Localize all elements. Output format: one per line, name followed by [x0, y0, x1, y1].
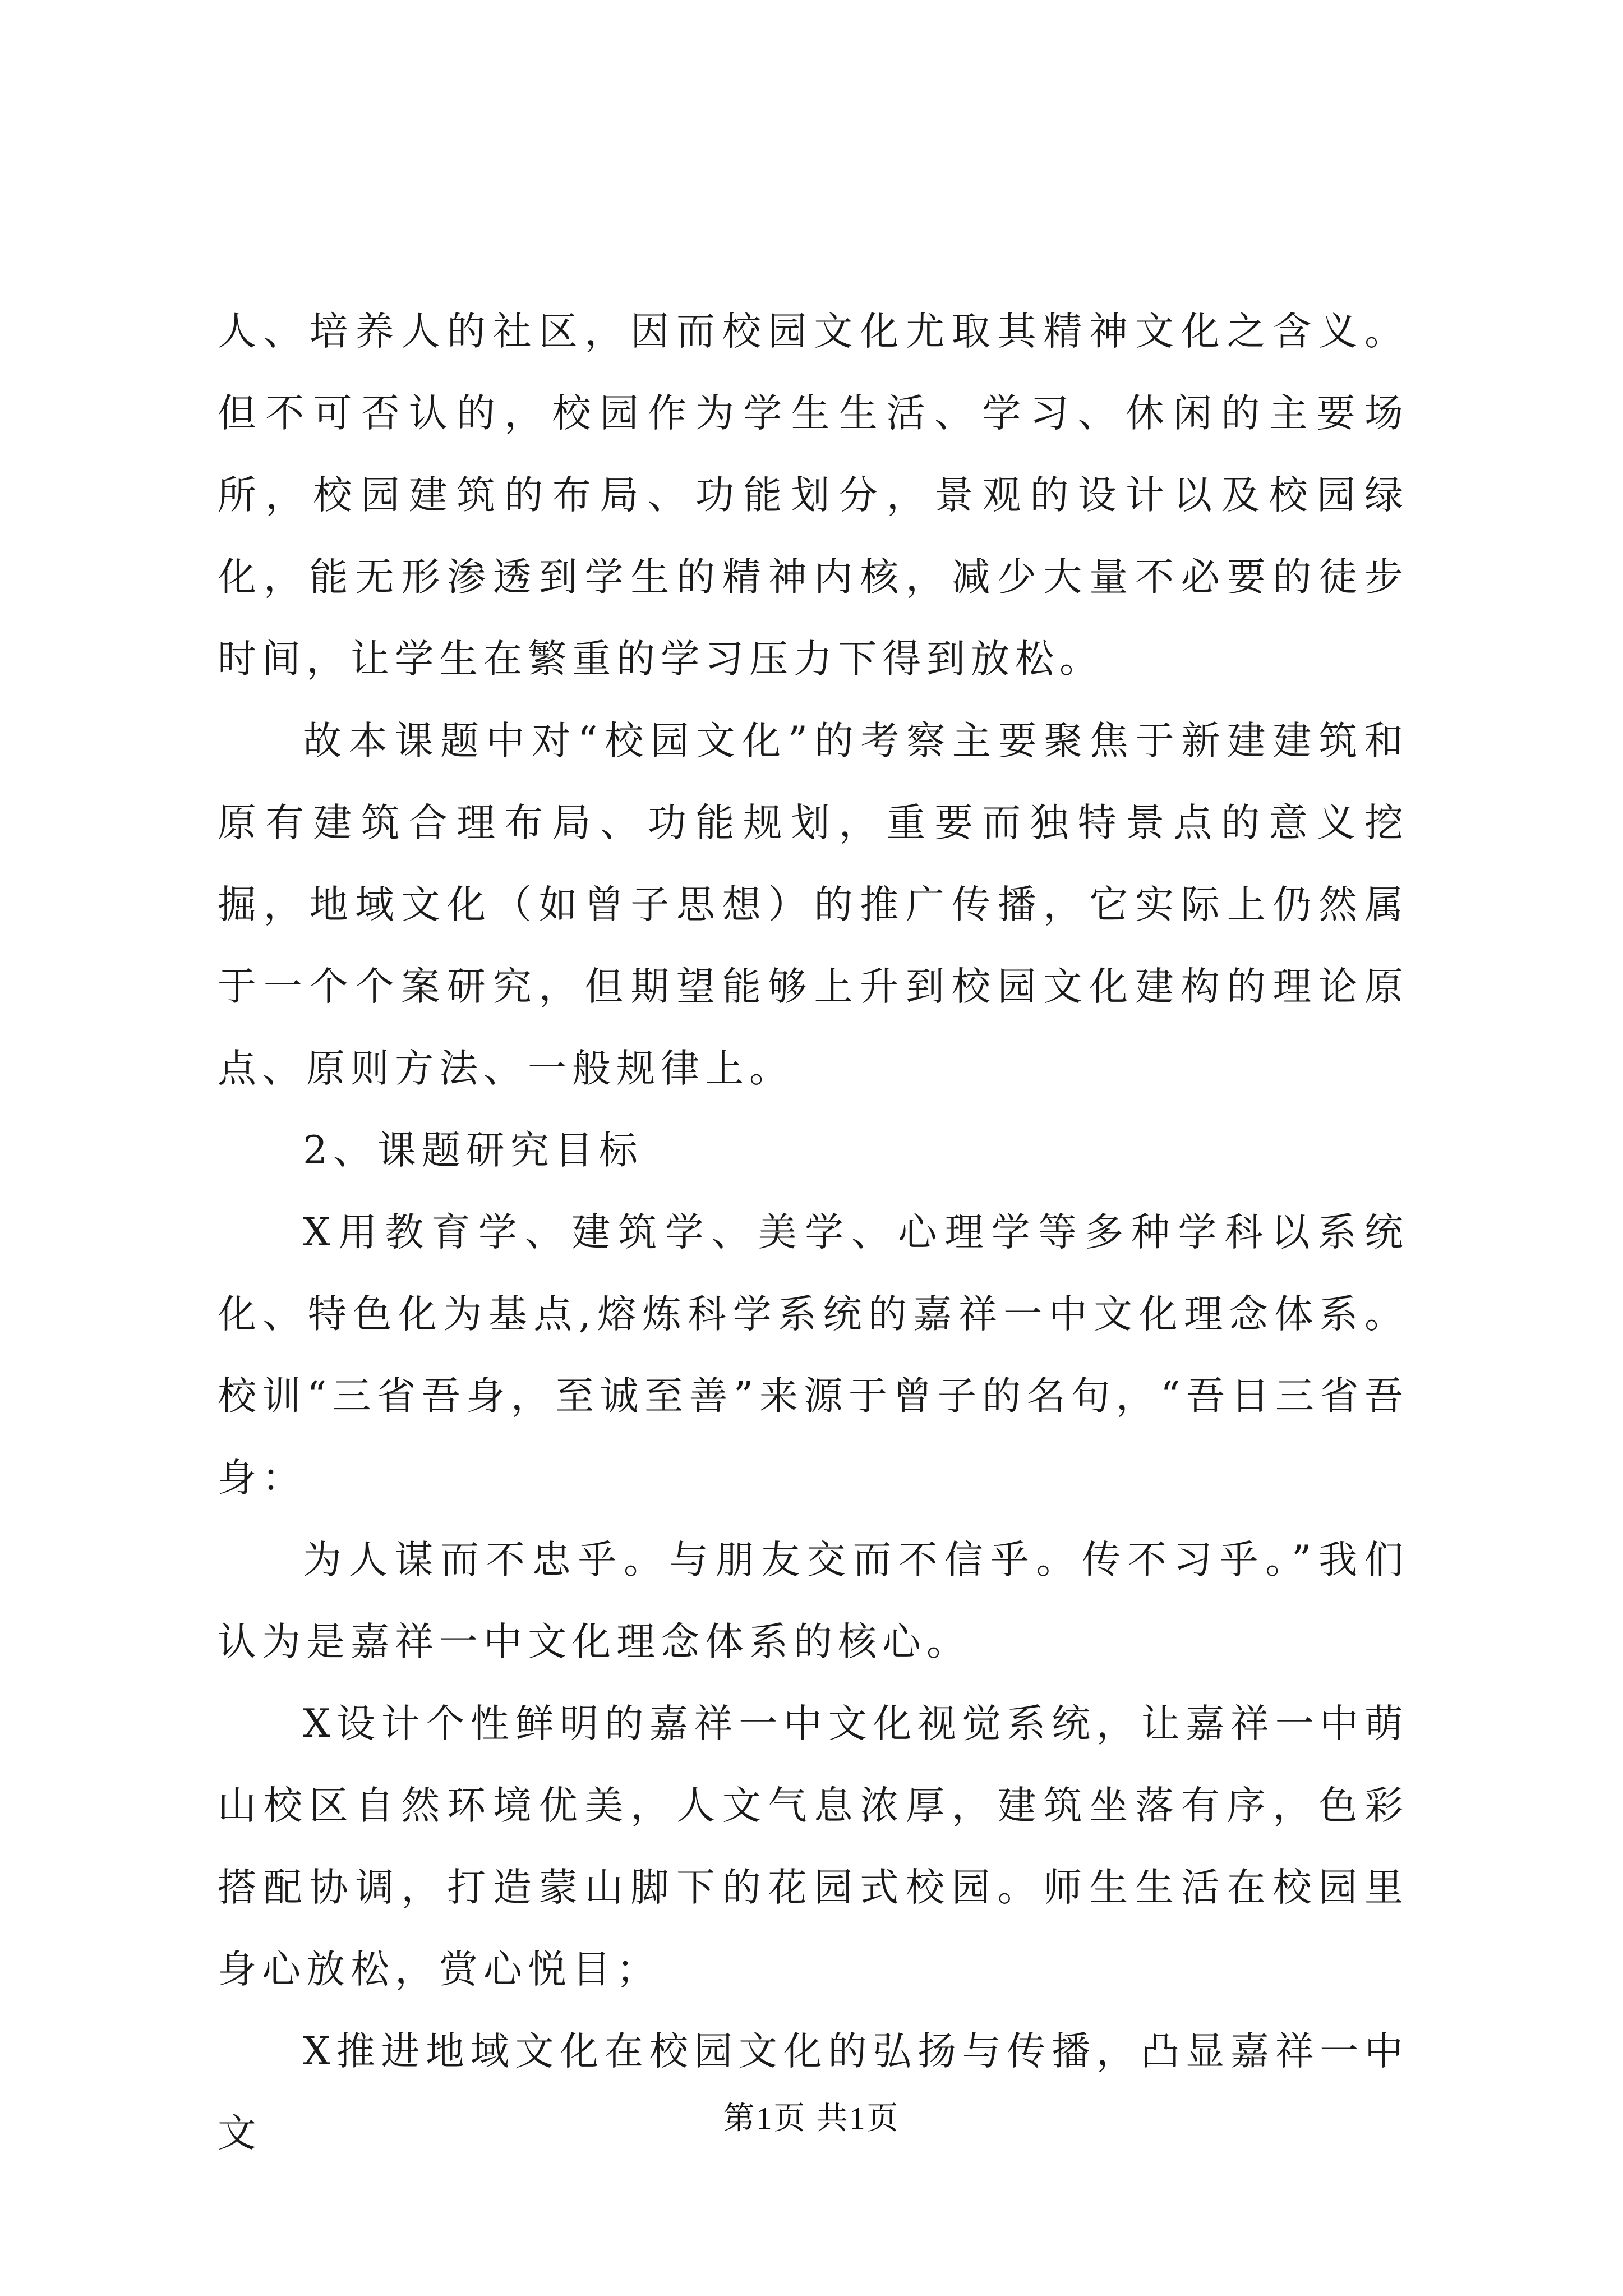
paragraph-goal-culture-system: X用教育学、建筑学、美学、心理学等多种学科以系统化、特色化为基点,熔炼科学系统的嘉祥一中文化理念体系。校训“三省吾身，至诚至善”来源于曾子的名句，“吾日三省吾身：	[218, 1210, 1409, 1501]
page-footer: 第1页 共1页	[723, 2101, 900, 2136]
document-body	[218, 291, 1409, 2174]
paragraph-campus-culture-continuation: 人、培养人的社区，因而校园文化尤取其精神文化之含义。但不可否认的，校园作为学生生活、学习、休闲的主要场所，校园建筑的布局、功能划分，景观的设计以及校园绿化，能无形渗透到学生的精神内核，减少大量不必要的徒步时间，让学生在繁重的学习压力下得到放松。	[218, 309, 1409, 682]
paragraph-quote-continuation: 为人谋而不忠乎。与朋友交而不信乎。传不习乎。”我们认为是嘉祥一中文化理念体系的核心。	[218, 1538, 1409, 1664]
paragraph-research-focus: 故本课题中对“校园文化”的考察主要聚焦于新建建筑和原有建筑合理布局、功能规划，重要而独特景点的意义挖掘，地域文化（如曾子思想）的推广传播，它实际上仍然属于一个个案研究，但期望能够上升到校园文化建构的理论原点、原则方法、一般规律上。	[218, 719, 1409, 1091]
paragraph-goal-visual-system: X设计个性鲜明的嘉祥一中文化视觉系统，让嘉祥一中萌山校区自然环境优美，人文气息浓厚，建筑坐落有序，色彩搭配协调，打造蒙山脚下的花园式校园。师生生活在校园里身心放松，赏心悦目；	[218, 1701, 1409, 1992]
paragraph-goal-regional-culture: X推进地域文化在校园文化的弘扬与传播，凸显嘉祥一中文	[218, 2029, 1409, 2156]
section-heading-research-goals: 2、课题研究目标	[303, 1128, 643, 1173]
